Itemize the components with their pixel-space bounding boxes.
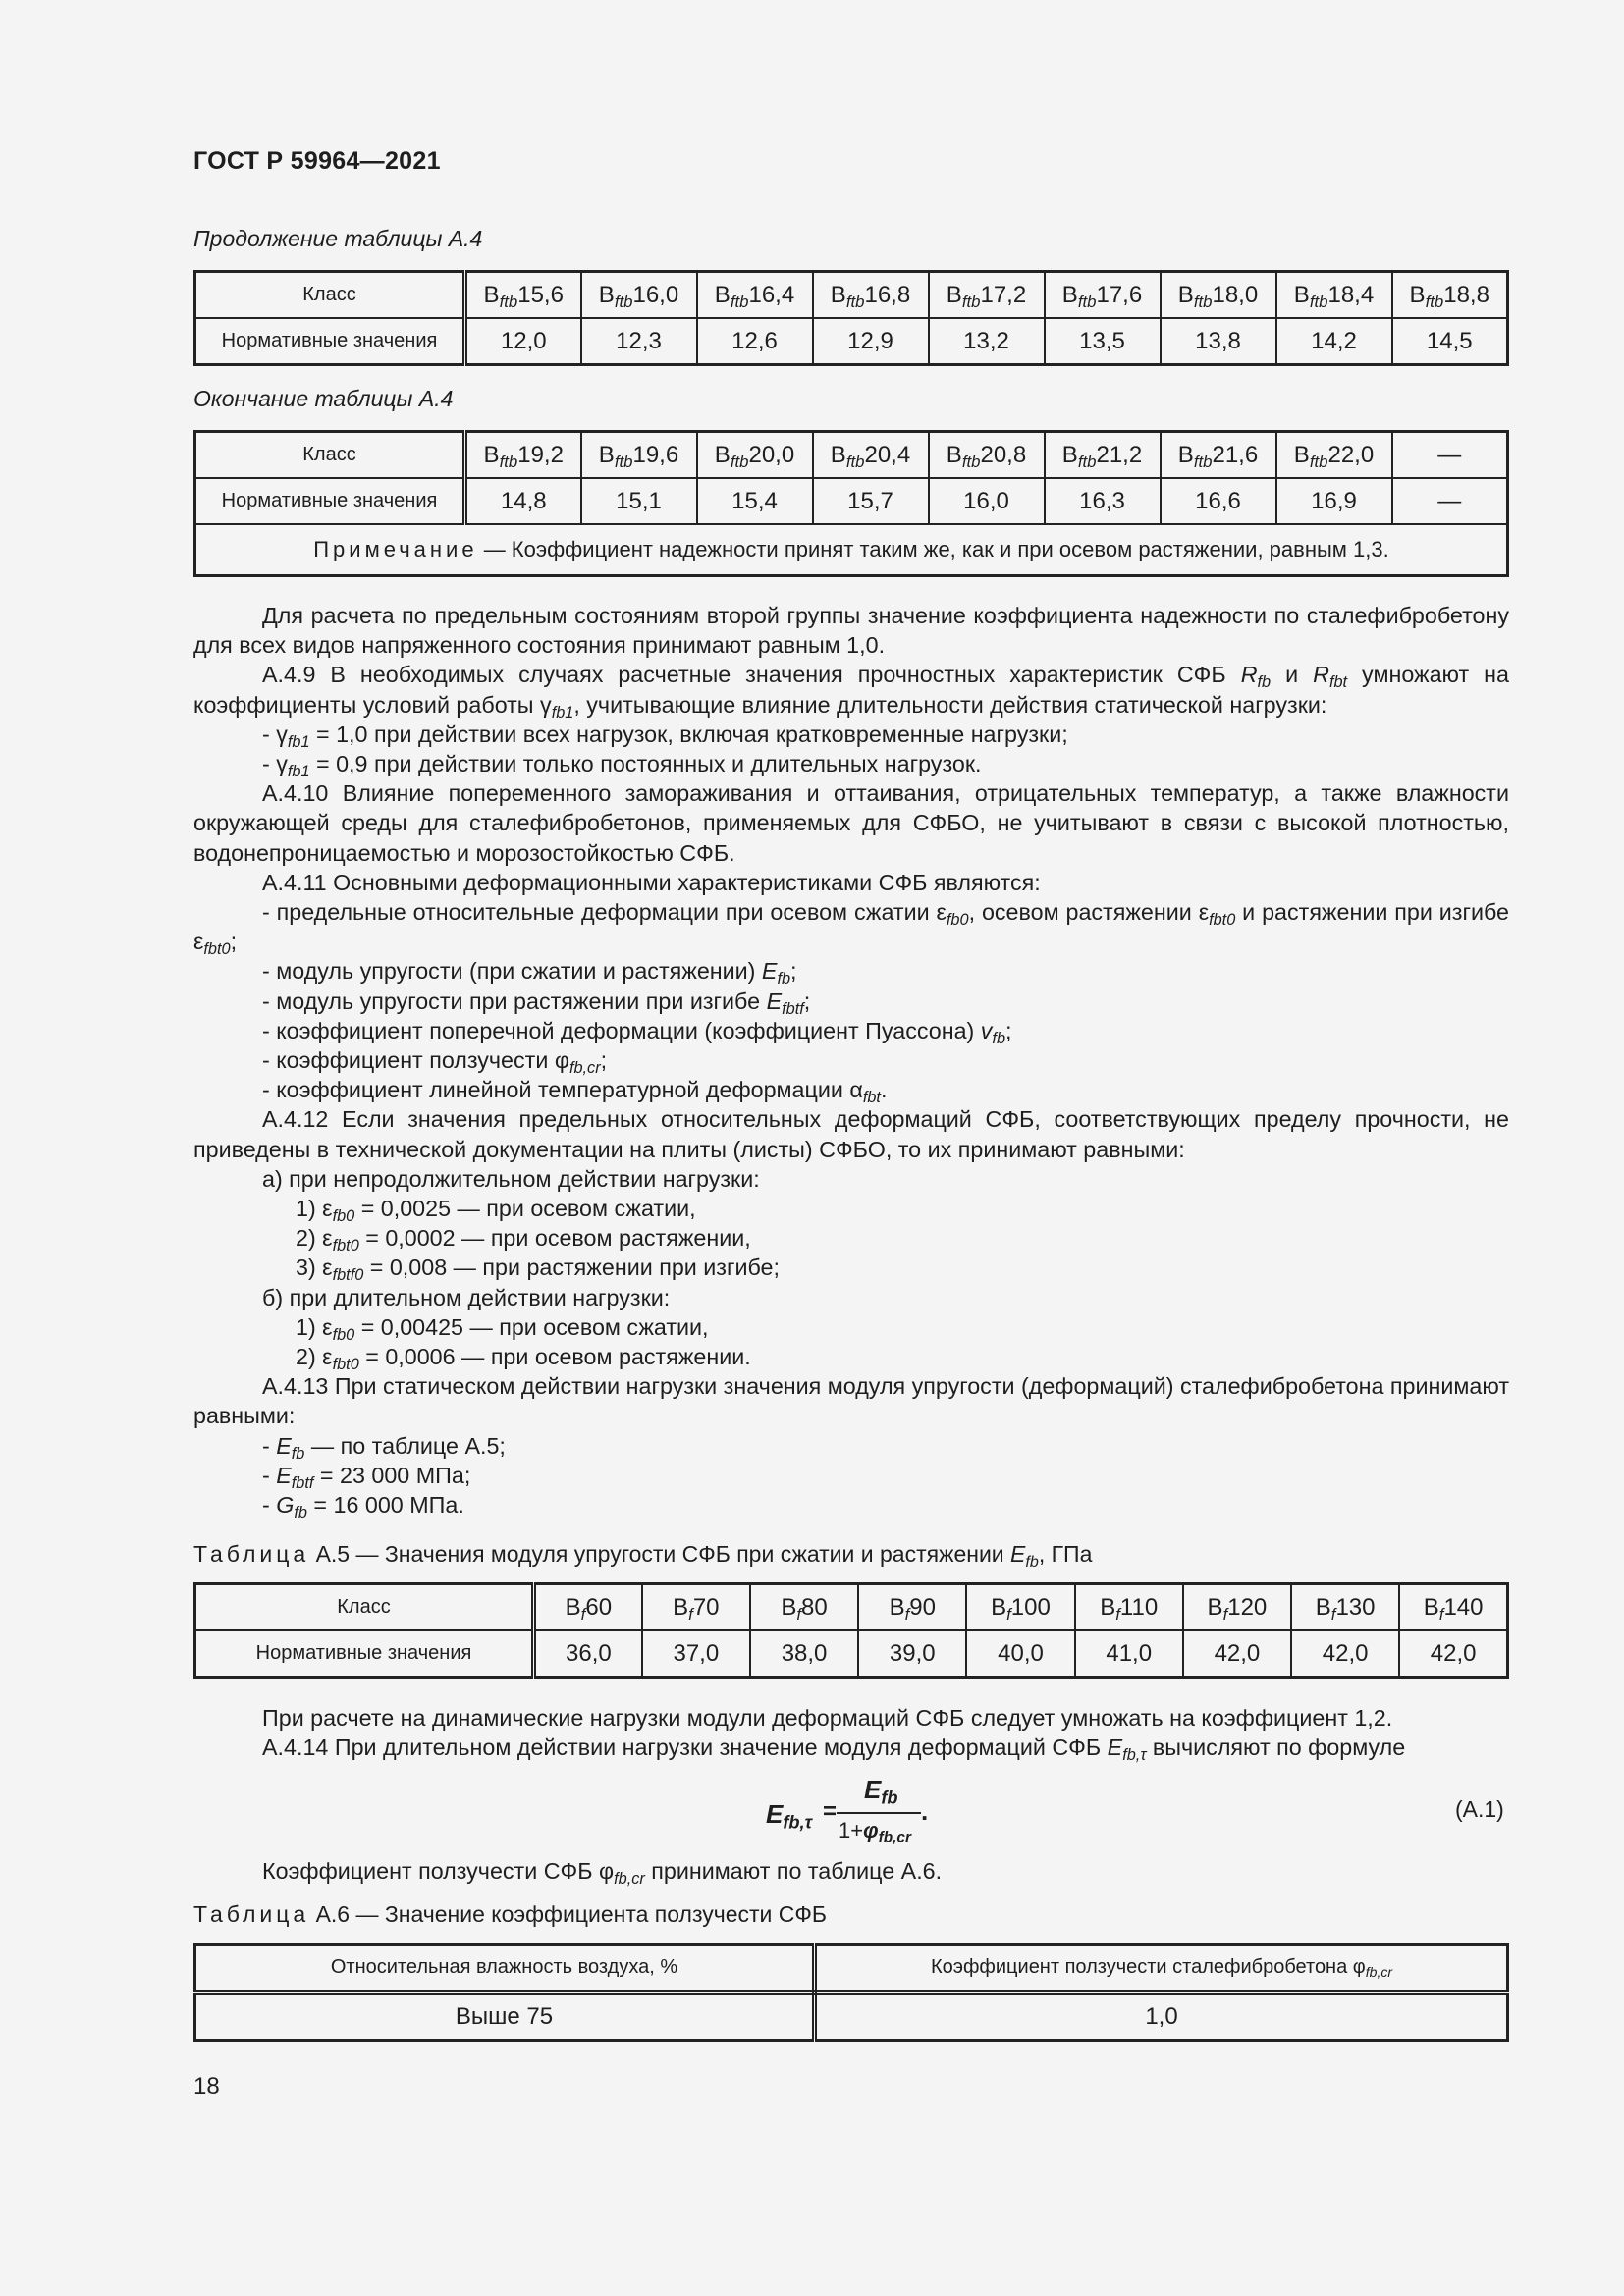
list-item: - модуль упругости (при сжатии и растяжении) $E_{fb}$;	[262, 958, 797, 988]
list-item: - $E_{fb}$ — по таблице А.5;	[262, 1432, 506, 1463]
list-item: 1) $\varepsilon_{fb0} = 0,0025$ — при осевом сжатии,	[296, 1196, 696, 1225]
document-code: ГОСТ Р 59964—2021	[193, 147, 441, 175]
list-item: - коэффициент линейной температурной деформации $\alpha_{fbt}$.	[262, 1077, 888, 1107]
table-a4-continuation	[193, 270, 1509, 366]
table-row-values	[195, 318, 1508, 365]
class-cell: $B_{ftb}21,6$	[1161, 432, 1276, 479]
paragraph: Для расчета по предельным состояниям второй группы значение коэффициента надежности по сталефибробетону для всех видов напряженного состояния принимают равным 1,0.	[193, 603, 1509, 659]
class-cell: $B_{ftb}15,6$	[465, 272, 581, 319]
fraction-bar	[837, 1812, 921, 1814]
formula-period: .	[921, 1796, 929, 1826]
class-cell: $B_{ftb}22,0$	[1276, 432, 1392, 479]
value-cell: 14,2	[1276, 318, 1392, 365]
list-item: - $E_{fbtf} = 23$ 000 МПа;	[262, 1462, 471, 1492]
row-label-class: Класс	[195, 272, 465, 319]
table-a6-caption: Таблица А.6 — Значение коэффициента ползучести СФБ	[193, 1901, 827, 1927]
table-a4-end-caption: Окончание таблицы А.4	[193, 386, 454, 411]
row-label-class: Класс	[195, 432, 465, 479]
body-text	[193, 601, 1509, 1520]
table-note	[195, 524, 1508, 576]
table-note-row	[195, 524, 1508, 576]
list-item: - предельные относительные деформации при осевом сжатии $\varepsilon_{fb0}$, осевом растяжении $\varepsilon_{fbt0}$ и растяжении при изгибе $\varepsilon_{fbt0}$;	[193, 899, 1510, 959]
class-cell: $B_{ftb}20,8$	[929, 432, 1045, 479]
list-item: - $G_{fb} = 16$ 000 МПа.	[262, 1492, 464, 1522]
class-cell: $B_{ftb}21,2$	[1045, 432, 1161, 479]
value-cell: 36,0	[534, 1630, 642, 1678]
class-cell: $B_{ftb}19,2$	[465, 432, 581, 479]
class-cell: $B_{ftb}19,6$	[581, 432, 697, 479]
class-cell: $B_{ftb}20,4$	[813, 432, 929, 479]
class-cell: $B_f60$	[534, 1584, 642, 1631]
value-cell: 41,0	[1075, 1630, 1183, 1678]
row-label-class: Класс	[195, 1584, 534, 1631]
paragraph-a413: А.4.13 При статическом действии нагрузки значения модуля упругости (деформаций) сталефибробетона принимают равными:	[193, 1373, 1509, 1429]
class-cell: $B_{ftb}16,8$	[813, 272, 929, 319]
value-cell: 12,6	[697, 318, 813, 365]
table-row-class	[195, 1584, 1508, 1631]
value-cell: 13,2	[929, 318, 1045, 365]
formula-numerator: $E_{fb}$	[864, 1775, 898, 1808]
list-item: а) при непродолжительном действии нагрузки:	[262, 1165, 760, 1192]
list-item: 3) $\varepsilon_{fbtf0} = 0,008$ — при растяжении при изгибе;	[296, 1255, 780, 1285]
page-number: 18	[193, 2073, 220, 2100]
table-row-values	[195, 1630, 1508, 1678]
class-cell: $B_f90$	[858, 1584, 966, 1631]
paragraph-creep: Коэффициент ползучести СФБ $\varphi_{fb,cr}$ принимают по таблице А.6.	[262, 1858, 943, 1888]
table-row-values	[195, 478, 1508, 524]
paragraph-a412: А.4.12 Если значения предельных относительных деформаций СФБ, соответствующих пределу прочности, не приведены в технической документации на плиты (листы) СФБО, то их принимают равными:	[193, 1106, 1509, 1162]
note-text: — Коэффициент надежности принят таким же, как и при осевом растяжении, равным 1,3.	[477, 537, 1389, 561]
list-item: б) при длительном действии нагрузки:	[262, 1284, 671, 1310]
humidity-value: Выше 75	[195, 1993, 815, 2041]
class-cell: $B_f80$	[750, 1584, 858, 1631]
value-cell: 39,0	[858, 1630, 966, 1678]
table-row-class	[195, 272, 1508, 319]
value-cell: 37,0	[642, 1630, 750, 1678]
class-cell: $B_{ftb}18,0$	[1161, 272, 1276, 319]
list-item: - модуль упругости при растяжении при изгибе $E_{fbtf}$;	[262, 988, 811, 1018]
value-cell: 16,6	[1161, 478, 1276, 524]
list-item: 1) $\varepsilon_{fb0} = 0,00425$ — при осевом сжатии,	[296, 1313, 709, 1344]
formula-lhs: $E_{fb,\tau}$	[766, 1799, 812, 1833]
col-header-humidity: Относительная влажность воздуха, %	[195, 1945, 815, 1993]
col-header-creep: Коэффициент ползучести сталефибробетона $\varphi_{fb,cr}$	[815, 1945, 1508, 1993]
dash-cell: —	[1392, 432, 1508, 479]
value-cell: 14,8	[465, 478, 581, 524]
formula-equals: =	[823, 1798, 838, 1825]
list-item: - $\gamma_{fb1} = 1,0$ при действии всех нагрузок, включая кратковременные нагрузки;	[262, 721, 1068, 751]
formula-number: (А.1)	[1455, 1796, 1504, 1822]
value-cell: 12,9	[813, 318, 929, 365]
value-cell: 15,7	[813, 478, 929, 524]
formula-denominator: $1+\varphi_{fb,cr}$	[839, 1818, 911, 1846]
value-cell: 13,5	[1045, 318, 1161, 365]
class-cell: $B_{ftb}18,4$	[1276, 272, 1392, 319]
class-cell: $B_f110$	[1075, 1584, 1183, 1631]
row-label-values: Нормативные значения	[195, 318, 465, 365]
value-cell: 16,3	[1045, 478, 1161, 524]
table-header-row	[195, 1945, 1508, 1993]
class-cell: $B_{ftb}17,6$	[1045, 272, 1161, 319]
class-cell: $B_{ftb}16,4$	[697, 272, 813, 319]
table-a5	[193, 1582, 1509, 1679]
list-item: - $\gamma_{fb1} = 0,9$ при действии только постоянных и длительных нагрузок.	[262, 751, 982, 780]
class-cell: $B_{ftb}18,8$	[1392, 272, 1508, 319]
value-cell: 16,0	[929, 478, 1045, 524]
table-a6	[193, 1943, 1509, 2042]
class-cell: $B_{ftb}16,0$	[581, 272, 697, 319]
class-cell: $B_f70$	[642, 1584, 750, 1631]
table-a4-end	[193, 430, 1509, 577]
class-cell: $B_{ftb}20,0$	[697, 432, 813, 479]
class-cell: $B_f120$	[1183, 1584, 1291, 1631]
value-cell: 16,9	[1276, 478, 1392, 524]
list-item: - коэффициент ползучести $\varphi_{fb,cr}$;	[262, 1047, 608, 1077]
list-item: - коэффициент поперечной деформации (коэффициент Пуассона) $v_{fb}$;	[262, 1017, 1012, 1047]
class-cell: $B_{ftb}17,2$	[929, 272, 1045, 319]
paragraph-a49: А.4.9 В необходимых случаях расчетные значения прочностных характеристик СФБ $R_{fb}$ и $R_{fbt}$ умножают на коэффициенты условий работы $\gamma_{fb1}$, учитывающие влияние длительности действия статической нагрузки:	[193, 662, 1509, 721]
value-cell: 15,4	[697, 478, 813, 524]
class-cell: $B_f130$	[1291, 1584, 1399, 1631]
dash-cell: —	[1392, 478, 1508, 524]
value-cell: 40,0	[966, 1630, 1074, 1678]
note-word: Примечание	[313, 537, 478, 561]
table-row-class	[195, 432, 1508, 479]
class-cell: $B_f140$	[1399, 1584, 1507, 1631]
value-cell: 12,3	[581, 318, 697, 365]
class-cell: $B_f100$	[966, 1584, 1074, 1631]
row-label-values: Нормативные значения	[195, 1630, 534, 1678]
row-label-values: Нормативные значения	[195, 478, 465, 524]
list-item: 2) $\varepsilon_{fbt0} = 0,0002$ — при осевом растяжении,	[296, 1225, 751, 1255]
value-cell: 14,5	[1392, 318, 1508, 365]
paragraph-a414: А.4.14 При длительном действии нагрузки значение модуля деформаций СФБ $E_{fb,\tau}$ вычисляют по формуле	[262, 1735, 1406, 1764]
value-cell: 42,0	[1291, 1630, 1399, 1678]
value-cell: 38,0	[750, 1630, 858, 1678]
table-row	[195, 1993, 1508, 2041]
value-cell: 15,1	[581, 478, 697, 524]
creep-value: 1,0	[815, 1993, 1508, 2041]
value-cell: 13,8	[1161, 318, 1276, 365]
list-item: 2) $\varepsilon_{fbt0} = 0,0006$ — при осевом растяжении.	[296, 1344, 751, 1373]
value-cell: 12,0	[465, 318, 581, 365]
value-cell: 42,0	[1399, 1630, 1507, 1678]
value-cell: 42,0	[1183, 1630, 1291, 1678]
paragraph-a410: А.4.10 Влияние попеременного замораживания и оттаивания, отрицательных температур, а также влажности окружающей среды для сталефибробетонов, применяемых для СФБО, не учитывают в связи с высокой плотностью, водонепроницаемостью и морозостойкостью СФБ.	[193, 780, 1509, 866]
formula-a1	[766, 1775, 929, 1853]
paragraph-a411: А.4.11 Основными деформационными характеристиками СФБ являются:	[262, 869, 1041, 895]
table-a5-caption: Таблица А.5 — Значения модуля упругости СФБ при сжатии и растяжении $E_{fb}$, ГПа	[193, 1541, 1093, 1571]
table-a4-continuation-caption: Продолжение таблицы А.4	[193, 226, 483, 251]
paragraph-dynamic: При расчете на динамические нагрузки модули деформаций СФБ следует умножать на коэффициент 1,2. А.4.14 При длительном действии нагрузки значение модуля деформаций СФБ $E_{fb,\tau}$ вычисляют по формуле	[193, 1703, 1509, 1762]
